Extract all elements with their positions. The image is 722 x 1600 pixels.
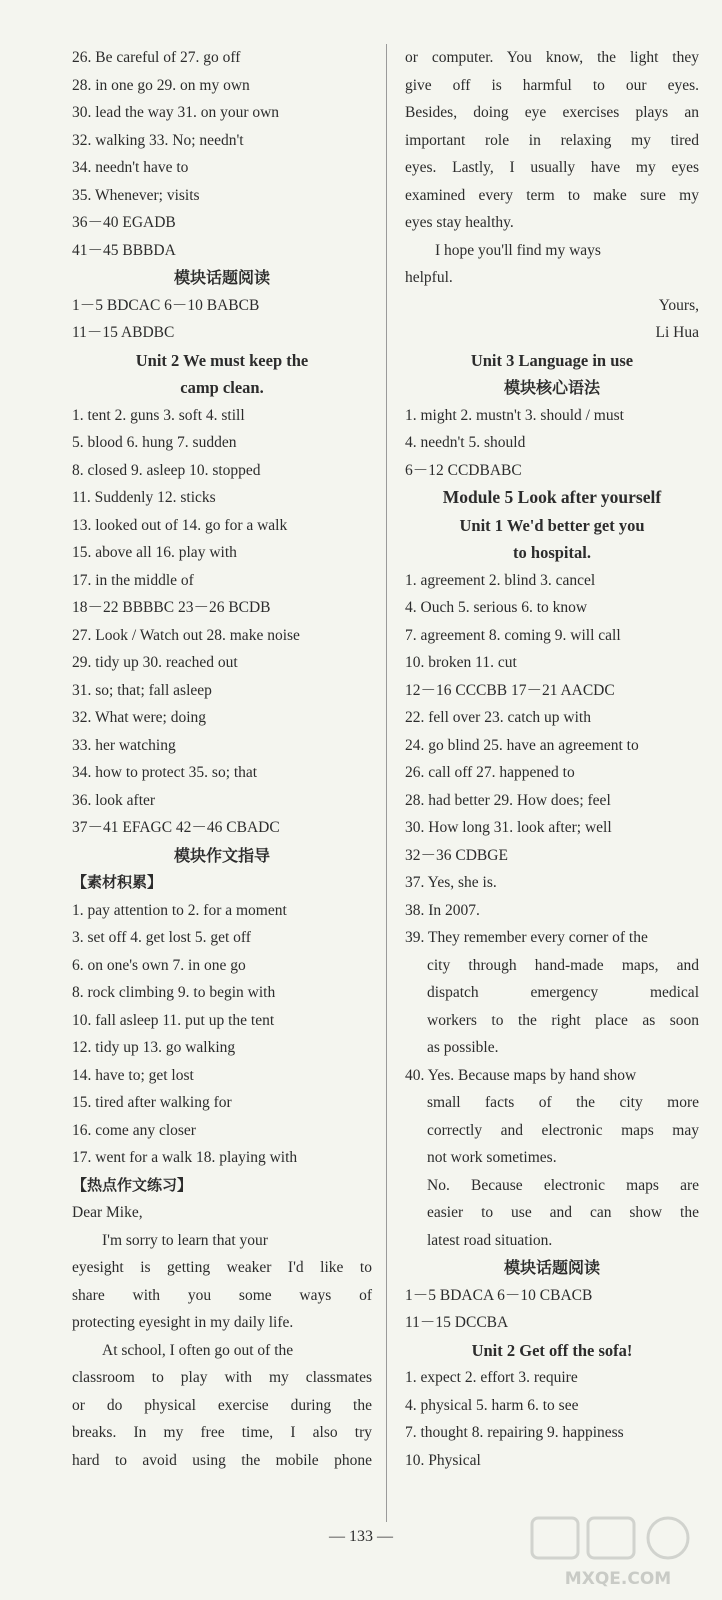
left-column-line: or do physical exercise during the: [72, 1396, 372, 1414]
right-column-line: 7. thought 8. repairing 9. happiness: [405, 1424, 624, 1441]
left-column-line: 11－15 ABDBC: [72, 324, 175, 341]
right-column-line: 10. broken 11. cut: [405, 654, 517, 671]
left-column-line: eyesight is getting weaker I'd like to: [72, 1259, 372, 1276]
right-column-line: Li Hua: [655, 324, 699, 341]
right-column-line: helpful.: [405, 269, 453, 286]
left-column-line: 3. set off 4. get lost 5. get off: [72, 929, 251, 946]
right-column-line: 38. In 2007.: [405, 901, 480, 919]
left-column-line: 16. come any closer: [72, 1121, 196, 1139]
left-column: [72, 44, 372, 1474]
left-column-line: 32. walking 33. No; needn't: [72, 131, 244, 149]
right-column-line: 7. agreement 8. coming 9. will call: [405, 626, 621, 644]
right-column-line: 4. physical 5. harm 6. to see: [405, 1396, 579, 1414]
left-column-line: 1. pay attention to 2. for a moment: [72, 901, 287, 919]
right-column-line: eyes. Lastly, I usually have my eyes: [405, 159, 699, 176]
right-column-line: No. Because electronic maps are: [427, 1176, 699, 1194]
right-column-line: important role in relaxing my tired: [405, 131, 699, 149]
left-column-line: classroom to play with my classmates: [72, 1369, 372, 1386]
left-column-line: 【素材积累】: [72, 873, 163, 891]
right-column-line: 模块话题阅读: [503, 1258, 600, 1277]
right-column-line: 6－12 CCDBABC: [405, 461, 522, 479]
right-column-line: 4. needn't 5. should: [405, 434, 526, 451]
right-column-line: give off is harmful to our eyes.: [405, 76, 699, 94]
left-column-line: 17. went for a walk 18. playing with: [72, 1149, 298, 1166]
right-column: [405, 44, 699, 1474]
right-column-line: correctly and electronic maps may: [427, 1121, 699, 1139]
left-column-line: 35. Whenever; visits: [72, 186, 200, 204]
right-column-line: 1. might 2. mustn't 3. should / must: [405, 406, 624, 424]
watermark-logo-icon: [528, 1514, 708, 1592]
left-column-line: breaks. In my free time, I also try: [72, 1424, 372, 1441]
left-column-line: 8. rock climbing 9. to begin with: [72, 984, 276, 1001]
right-column-line: Besides, doing eye exercises plays an: [405, 104, 699, 121]
left-column-line: camp clean.: [180, 378, 264, 397]
right-column-line: 37. Yes, she is.: [405, 874, 497, 891]
left-column-line: At school, I often go out of the: [102, 1341, 294, 1359]
left-column-line: 10. fall asleep 11. put up the tent: [72, 1011, 275, 1029]
right-column-line: 11－15 DCCBA: [405, 1314, 509, 1331]
left-column-line: share with you some ways of: [72, 1286, 372, 1304]
right-column-line: 30. How long 31. look after; well: [405, 819, 612, 836]
right-column-line: latest road situation.: [427, 1231, 553, 1249]
left-column-line: 1. tent 2. guns 3. soft 4. still: [72, 406, 245, 424]
left-column-line: 30. lead the way 31. on your own: [72, 104, 280, 121]
right-column-line: workers to the right place as soon: [427, 1011, 699, 1029]
right-column-line: 32－36 CDBGE: [405, 846, 508, 864]
right-column-line: 24. go blind 25. have an agreement to: [405, 736, 639, 754]
right-column-line: Unit 1 We'd better get you: [459, 515, 645, 535]
left-column-line: 34. needn't have to: [72, 159, 189, 176]
left-column-line: 14. have to; get lost: [72, 1066, 194, 1084]
left-column-line: 模块话题阅读: [173, 268, 270, 287]
left-column-line: 41－45 BBBDA: [72, 241, 176, 259]
left-column-line: 11. Suddenly 12. sticks: [72, 489, 216, 506]
right-column-line: easier to use and can show the: [427, 1204, 699, 1221]
right-column-line: or computer. You know, the light they: [405, 49, 699, 66]
right-column-line: eyes stay healthy.: [405, 214, 514, 231]
left-column-line: 12. tidy up 13. go walking: [72, 1039, 236, 1056]
right-column-line: Unit 2 Get off the sofa!: [471, 1340, 633, 1360]
left-column-line: 18－22 BBBBC 23－26 BCDB: [72, 599, 271, 616]
left-column-line: 17. in the middle of: [72, 571, 194, 589]
left-column-line: 6. on one's own 7. in one go: [72, 956, 246, 974]
left-column-line: 36－40 EGADB: [72, 214, 176, 231]
right-column-line: 39. They remember every corner of the: [405, 929, 648, 946]
watermark-text: MXQE.COM: [564, 1569, 672, 1589]
left-column-line: 36. look after: [72, 791, 156, 809]
right-column-line: 1. agreement 2. blind 3. cancel: [405, 571, 596, 589]
right-column-line: Yours,: [658, 296, 699, 314]
left-column-line: 15. above all 16. play with: [72, 544, 237, 561]
right-column-line: dispatch emergency medical: [427, 984, 699, 1001]
right-column-line: 22. fell over 23. catch up with: [405, 709, 591, 726]
left-column-line: 37－41 EFAGC 42－46 CBADC: [72, 819, 280, 836]
right-column-line: I hope you'll find my ways: [435, 241, 601, 259]
left-column-line: 32. What were; doing: [72, 709, 207, 726]
page-number: — 133 —: [329, 1528, 393, 1545]
right-column-line: not work sometimes.: [427, 1149, 557, 1166]
left-column-line: 5. blood 6. hung 7. sudden: [72, 434, 237, 451]
right-column-line: to hospital.: [513, 543, 591, 562]
right-column-line: 1－5 BDACA 6－10 CBACB: [405, 1286, 593, 1304]
right-column-line: small facts of the city more: [427, 1094, 699, 1111]
left-column-line: 【热点作文练习】: [72, 1175, 193, 1194]
right-column-line: 28. had better 29. How does; feel: [405, 791, 611, 809]
left-column-line: I'm sorry to learn that your: [102, 1231, 268, 1249]
left-column-line: 26. Be careful of 27. go off: [72, 49, 241, 66]
left-column-line: 模块作文指导: [173, 845, 270, 865]
right-column-line: 26. call off 27. happened to: [405, 764, 575, 781]
right-column-line: 1. expect 2. effort 3. require: [405, 1369, 578, 1386]
left-column-line: 15. tired after walking for: [72, 1094, 232, 1111]
left-column-line: Dear Mike,: [72, 1204, 143, 1221]
right-column-line: Unit 3 Language in use: [470, 350, 634, 370]
right-column-line: 4. Ouch 5. serious 6. to know: [405, 599, 588, 616]
right-column-line: 模块核心语法: [503, 378, 600, 397]
left-column-line: 1－5 BDCAC 6－10 BABCB: [72, 296, 260, 314]
right-column-line: Module 5 Look after yourself: [442, 487, 662, 507]
left-column-line: protecting eyesight in my daily life.: [72, 1314, 294, 1331]
left-column-line: 34. how to protect 35. so; that: [72, 764, 258, 781]
right-column-line: as possible.: [427, 1039, 499, 1056]
left-column-line: Unit 2 We must keep the: [135, 350, 309, 370]
right-column-line: 12－16 CCCBB 17－21 AACDC: [405, 681, 615, 699]
right-column-line: examined every term to make sure my: [405, 186, 699, 204]
left-column-line: 8. closed 9. asleep 10. stopped: [72, 461, 261, 479]
left-column-line: 33. her watching: [72, 736, 176, 754]
left-column-line: 29. tidy up 30. reached out: [72, 654, 238, 671]
left-column-line: 27. Look / Watch out 28. make noise: [72, 626, 300, 644]
right-column-line: 10. Physical: [405, 1451, 481, 1469]
right-column-line: city through hand-made maps, and: [427, 956, 699, 974]
left-column-line: hard to avoid using the mobile phone: [72, 1451, 372, 1469]
left-column-line: 31. so; that; fall asleep: [72, 681, 212, 699]
left-column-line: 28. in one go 29. on my own: [72, 76, 250, 94]
column-divider: [386, 44, 387, 1522]
left-column-line: 13. looked out of 14. go for a walk: [72, 516, 288, 534]
right-column-line: 40. Yes. Because maps by hand show: [405, 1066, 637, 1084]
